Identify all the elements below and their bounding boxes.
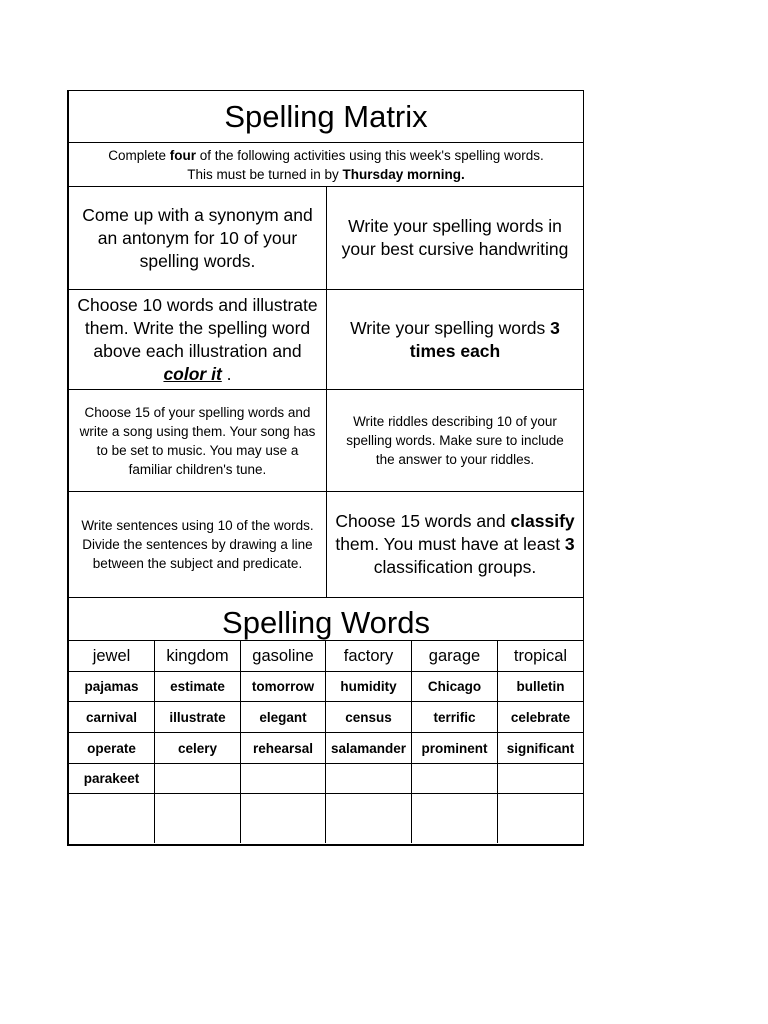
word-header-cell: garage [412, 641, 498, 671]
activity-song: Choose 15 of your spelling words and write a song using them. Your song has to be set to music. You may use a familiar children's tune. [69, 390, 327, 491]
word-cell: illustrate [155, 702, 241, 732]
activity-row-2 [69, 290, 583, 390]
word-cell [241, 794, 326, 843]
activity-row-1 [69, 187, 583, 290]
word-cell [69, 794, 155, 843]
spelling-matrix-sheet [67, 90, 584, 846]
word-cell: terrific [412, 702, 498, 732]
word-header-cell: factory [326, 641, 412, 671]
word-row [69, 764, 583, 794]
activity-synonym-antonym: Come up with a synonym and an antonym for 10 of your spelling words. [69, 187, 327, 289]
spelling-words-title-row [69, 598, 583, 641]
word-cell: salamander [326, 733, 412, 763]
activity-row-4 [69, 492, 583, 598]
activity-cursive: Write your spelling words in your best cursive handwriting [341, 216, 569, 259]
word-cell: census [326, 702, 412, 732]
word-cell: celebrate [510, 709, 571, 725]
word-row [69, 672, 583, 702]
activity-classify: Choose 15 words and classify them. You must have at least 3 classification groups. [335, 511, 575, 577]
instructions: Complete four of the following activities using this week's spelling words. This must be turned in by Thursday morning. [108, 147, 544, 182]
word-cell: Chicago [412, 672, 498, 701]
word-cell: bulletin [516, 679, 565, 694]
word-header-row [69, 641, 583, 672]
word-row [69, 794, 583, 843]
word-cell: celery [155, 733, 241, 763]
word-cell [241, 764, 326, 793]
word-cell: parakeet [69, 764, 155, 793]
word-cell [326, 794, 412, 843]
title-row [69, 91, 583, 143]
word-cell: elegant [241, 702, 326, 732]
word-row [69, 733, 583, 764]
activity-illustrate: Choose 10 words and illustrate them. Write the spelling word above each illustration and color it . [69, 290, 327, 389]
word-cell: humidity [326, 672, 412, 701]
instructions-row [69, 143, 583, 187]
word-row [69, 702, 583, 733]
spelling-words-title: Spelling Words [222, 605, 430, 640]
word-cell [498, 764, 583, 793]
word-cell: estimate [155, 672, 241, 701]
word-cell [326, 764, 412, 793]
activity-riddles: Write riddles describing 10 of your spelling words. Make sure to include the answer to your riddles. [346, 414, 564, 467]
word-cell: significant [506, 740, 575, 756]
activity-row-3 [69, 390, 583, 492]
word-cell [155, 764, 241, 793]
word-header-cell: jewel [69, 641, 155, 671]
word-cell: operate [69, 733, 155, 763]
word-cell [412, 764, 498, 793]
word-cell [498, 794, 583, 843]
word-cell [155, 794, 241, 843]
activity-sentences: Write sentences using 10 of the words. Divide the sentences by drawing a line between the subject and predicate. [69, 492, 327, 597]
word-cell: tomorrow [241, 672, 326, 701]
word-header-cell: tropical [513, 646, 568, 665]
word-cell [412, 794, 498, 843]
word-header-cell: kingdom [155, 641, 241, 671]
word-cell: prominent [412, 733, 498, 763]
spelling-words-table [69, 641, 583, 844]
page-title: Spelling Matrix [224, 98, 428, 134]
word-header-cell: gasoline [241, 641, 326, 671]
activity-three-times: Write your spelling words 3 times each [350, 317, 560, 361]
word-cell: carnival [69, 702, 155, 732]
word-cell: pajamas [69, 672, 155, 701]
word-cell: rehearsal [241, 733, 326, 763]
